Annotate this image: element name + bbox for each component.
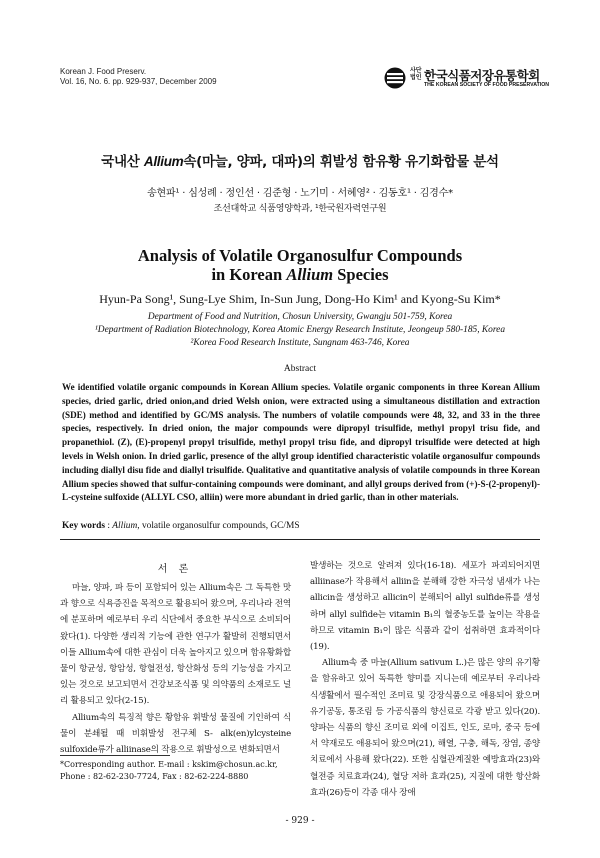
body-paragraph: 발생하는 것으로 알려져 있다(16-18). 세포가 파괴되어지면 alliinase가 작용해서 alliin을 분해해 강한 자극성 냄새가 나는 allicin을 생성하고 allicin이 분해되어 allyl sulfide류를 생성하며 allyl sulfide는 vitamin B₁의 혈중농도를 높이는 작용을 하므로 vitamin B₁이 많은 식품과 같이 섭취하면 효과적이다(19).	[310, 561, 540, 653]
affiliation-line: ¹Department of Radiation Biotechnology, Korea Atomic Energy Research Institute, Jeongeup 580-185, Korea	[94, 325, 506, 335]
footnote-divider	[60, 755, 170, 756]
english-title: Analysis of Volatile Organosulfur Compounds in Korean Allium Species	[137, 246, 463, 284]
journal-name: Korean J. Food Preserv.	[60, 67, 147, 76]
body-paragraph: Allium속의 특징적 향은 황함유 휘발성 물질에 기인하여 식물이 분쇄될 때 비휘발성 전구체 S- alk(en)ylcysteine sulfoxide류가 alliinase의 작용으로 휘발성으로 변화되면서	[60, 712, 291, 756]
keywords: Key words : Allium, volatile organosulfur compounds, GC/MS	[62, 521, 300, 531]
korean-authors: 송현파¹ · 심성례 · 정인선 · 김준형 · 노기미 · 서혜영² · 김동호¹ · 김경수*	[147, 188, 453, 199]
english-authors: Hyun-Pa Song¹, Sung-Lye Shim, In-Sun Jung, Dong-Ho Kim¹ and Kyong-Su Kim*	[99, 292, 501, 306]
korean-affiliation: 조선대학교 식품영양학과, ¹한국원자력연구원	[213, 204, 387, 214]
society-prefix: 사단법인	[410, 67, 422, 81]
english-affiliations	[0, 311, 600, 350]
corresponding-author-footnote: *Corresponding author. E-mail : kskim@chosun.ac.kr, Phone : 82-62-230-7724, Fax : 82-62-224-8880	[60, 760, 278, 781]
body-paragraph: Allium속 중 마늘(Allium sativum L.)은 많은 양의 유기황을 함유하고 있어 독특한 향미를 지니는데 예로부터 우리나라 식생활에서 필수적인 조미료 및 강장식품으로 애용되어 왔으며 유기공동, 통조림 등 가공식품의 향신료로 각광 받고 있다(20). 양파는 식품의 향신 조미료 외에 이집트, 인도, 로마, 중국 등에서 약재로도 애용되어 왔으며(21), 해열, 구충, 해독, 장염, 종양치료에서 사용해 왔다(22). 또한 심혈관계질환 예방효과(23)와 혈전증 치료효과(24), 혈당 저하 효과(25), 지질에 대한 항산화 효과(26)등이 각종 대사 장애	[310, 658, 540, 798]
society-emblem-icon	[384, 67, 406, 89]
abstract-body: We identified volatile organic compounds in Korean Allium species. Volatile organic components in three Korean Allium species, dried garlic, dried onion,and dried Welsh onion, were extracted using a simultaneous distillation and extraction (SDE) method and identified by GC/MS analysis. The numbers of volatile compounds were 48, 32, and 33 in the three species, respectively. In dried onion, the major compounds were dipropyl trisulfide, methyl propyl trisu fide, and propanethiol. (Z), (E)-propenyl propyl trisulfide, methyl propyl trisu fide, and dipropyl trisulfide were detected at high levels in Welsh onion. In dried garlic, presence of the allyl group identified characteristic volatile organosulfur compounds including diallyl disu fide and diallyl trisulfide. Qualitative and quantitative analysis of volatile compounds in three Korean Allium species showed that sulfur-containing compounds were dominant, and allyl groups derived from (+)-S-(2-propenyl)-L-cysteine sulfoxide (ALLYL CSO, alliin) were more abundant in dried garlic, than in other materials.	[62, 382, 540, 503]
body-paragraph: 마늘, 양파, 파 등이 포함되어 있는 Allium속은 그 독특한 맛과 향으로 식욕증진을 목적으로 활용되어 왔으며, 우리나라 전역에 분포하며 예로부터 우리 식단에서 중요한 부식으로 소비되어 왔다(1). 다양한 생리적 기능에 관한 연구가 활발히 진행되면서 이들 Allium속에 대한 관심이 더욱 높아지고 있으며 함유황화합물이 항균성, 항암성, 항혈전성, 항산화성 등의 기능성을 가지고 있는 것으로 보고되면서 건강보조식품 및 의약품의 소재로도 널리 활용되고 있다(2-15).	[60, 583, 291, 707]
journal-volume: Vol. 16, No. 6. pp. 929-937, December 2009	[60, 77, 217, 86]
body-left-column	[60, 580, 291, 758]
abstract-heading: Abstract	[283, 364, 317, 374]
society-korean-name: 한국식품저장유통학회	[424, 68, 540, 83]
page-number: - 929 -	[285, 816, 315, 826]
journal-citation	[60, 67, 217, 87]
society-logo	[384, 66, 560, 92]
keywords-label: Key words	[62, 521, 105, 531]
korean-title-genus: Allium	[143, 154, 184, 169]
society-english-name: THE KOREAN SOCIETY OF FOOD PRESERVATION	[424, 82, 549, 88]
section-divider	[60, 539, 540, 540]
affiliation-line: Department of Food and Nutrition, Chosun University, Gwangju 501-759, Korea	[147, 312, 453, 322]
section-title-introduction: 서 론	[157, 564, 193, 575]
english-title-genus: Allium	[286, 265, 334, 284]
korean-title: 국내산 Allium속(마늘, 양파, 대파)의 휘발성 함유황 유기화합물 분석	[101, 154, 499, 170]
body-right-column	[310, 558, 540, 801]
affiliation-line: ²Korea Food Research Institute, Sungnam 463-746, Korea	[190, 338, 410, 348]
